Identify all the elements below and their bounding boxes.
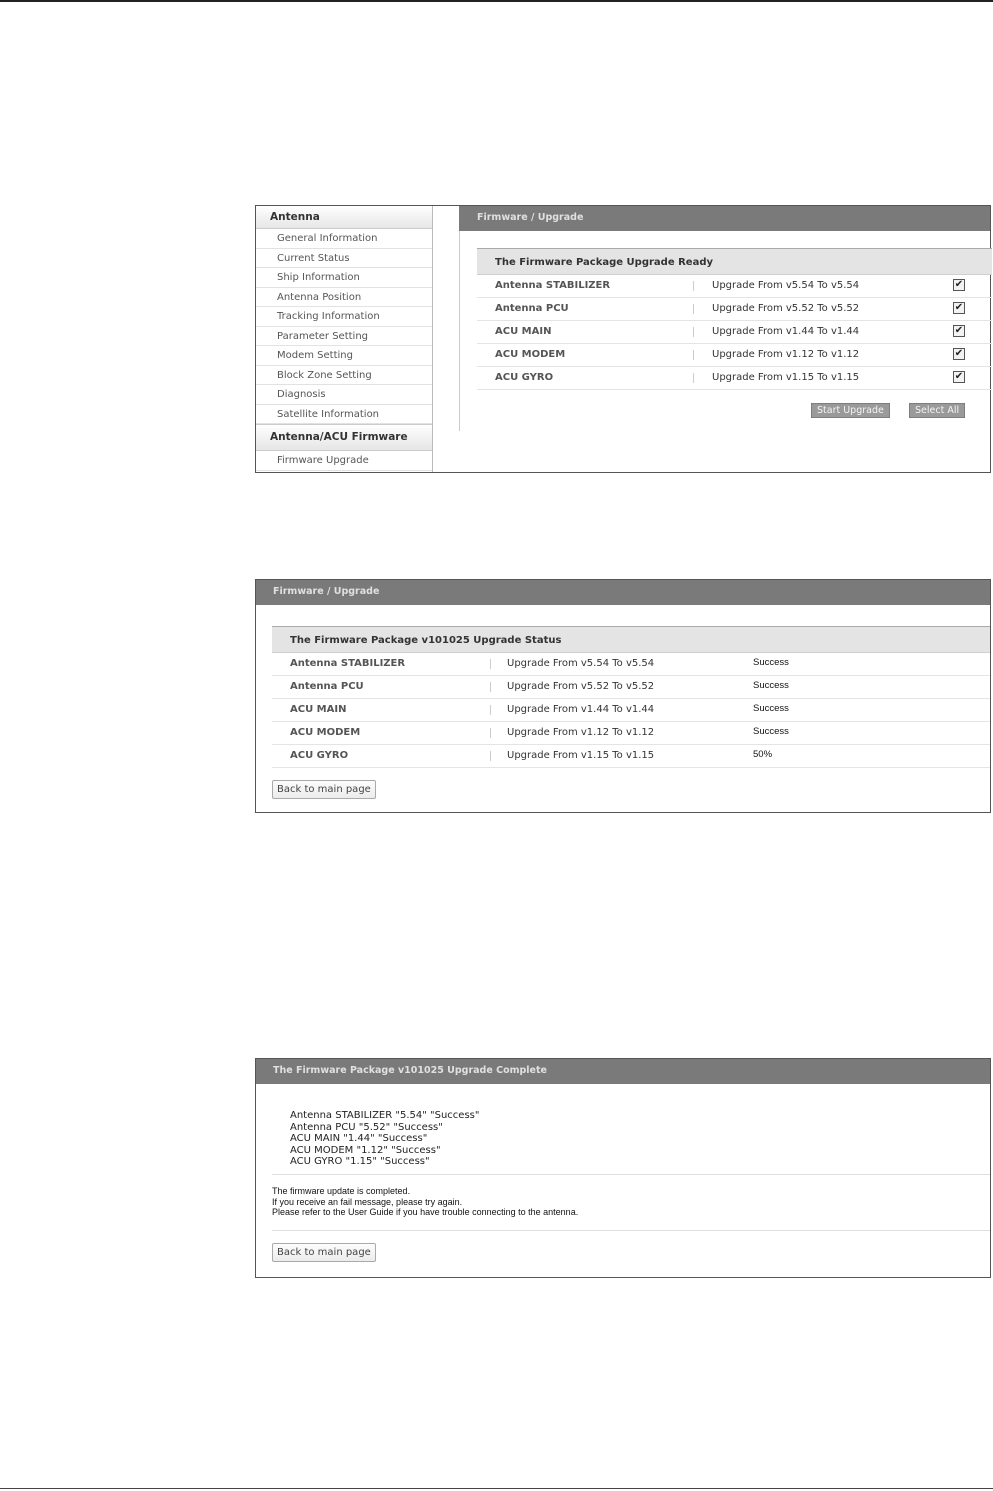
- back-to-main-button[interactable]: Back to main page: [272, 780, 376, 799]
- sidebar-item-block-zone-setting[interactable]: Block Zone Setting: [256, 366, 432, 386]
- message-line: Please refer to the User Guide if you have trouble connecting to the antenna.: [272, 1207, 579, 1218]
- table-title: The Firmware Package v101025 Upgrade Status: [272, 626, 990, 653]
- start-upgrade-button[interactable]: Start Upgrade: [811, 403, 890, 418]
- column-separator: [490, 728, 491, 738]
- upgrade-version: Upgrade From v1.15 To v1.15: [507, 750, 655, 761]
- page-title: The Firmware Package v101025 Upgrade Complete: [256, 1059, 990, 1084]
- sidebar-item-firmware-upgrade[interactable]: Firmware Upgrade: [256, 451, 432, 471]
- sidebar-item-parameter-setting[interactable]: Parameter Setting: [256, 327, 432, 347]
- table-row: [477, 321, 992, 344]
- component-name: ACU MODEM: [290, 727, 361, 738]
- upgrade-status: Success: [753, 657, 789, 668]
- sidebar-item-antenna-position[interactable]: Antenna Position: [256, 288, 432, 308]
- back-to-main-button[interactable]: Back to main page: [272, 1243, 376, 1262]
- summary-line: Antenna PCU "5.52" "Success": [290, 1121, 443, 1133]
- table-row: [477, 344, 992, 367]
- column-separator: [693, 304, 694, 314]
- row-checkbox[interactable]: ✔: [954, 279, 964, 290]
- main-content: [459, 206, 990, 472]
- column-separator: [490, 659, 491, 669]
- completion-message: [272, 1186, 578, 1218]
- sidebar-item-tracking-information[interactable]: Tracking Information: [256, 307, 432, 327]
- column-separator: [693, 281, 694, 291]
- column-separator: [693, 327, 694, 337]
- firmware-upgrade-complete-panel: [255, 1058, 991, 1278]
- table-row: [272, 745, 990, 768]
- message-line: The firmware update is completed.: [272, 1186, 411, 1196]
- message-line: If you receive an fail message, please try again.: [272, 1196, 463, 1207]
- row-checkbox[interactable]: ✔: [954, 302, 964, 313]
- sidebar-item-current-status[interactable]: Current Status: [256, 249, 432, 269]
- upgrade-version: Upgrade From v5.54 To v5.54: [712, 280, 860, 291]
- sidebar-section-firmware: Antenna/ACU Firmware: [256, 424, 432, 451]
- page-title: Firmware / Upgrade: [459, 206, 990, 231]
- component-name: Antenna PCU: [290, 681, 364, 692]
- page-title: Firmware / Upgrade: [256, 580, 990, 605]
- sidebar-section-antenna: Antenna: [256, 206, 432, 229]
- upgrade-version: Upgrade From v5.54 To v5.54: [507, 658, 655, 669]
- column-separator: [693, 350, 694, 360]
- table-title: The Firmware Package Upgrade Ready: [477, 248, 992, 275]
- component-name: ACU GYRO: [495, 372, 554, 383]
- upgrade-summary: [290, 1110, 479, 1168]
- column-separator: [490, 705, 491, 715]
- upgrade-version: Upgrade From v1.44 To v1.44: [712, 326, 860, 337]
- firmware-upgrade-status-panel: [255, 579, 991, 813]
- column-separator: [490, 751, 491, 761]
- row-checkbox[interactable]: ✔: [954, 371, 964, 382]
- upgrade-version: Upgrade From v1.15 To v1.15: [712, 372, 860, 383]
- upgrade-version: Upgrade From v1.12 To v1.12: [507, 727, 655, 738]
- page-top-rule: [0, 0, 993, 2]
- row-checkbox[interactable]: ✔: [954, 348, 964, 359]
- sidebar-item-ship-information[interactable]: Ship Information: [256, 268, 432, 288]
- table-row: [272, 699, 990, 722]
- component-name: Antenna PCU: [495, 303, 569, 314]
- upgrade-status: Success: [753, 680, 789, 691]
- component-name: ACU MODEM: [495, 349, 566, 360]
- component-name: Antenna STABILIZER: [290, 658, 406, 669]
- upgrade-status-table: [272, 626, 990, 768]
- firmware-upgrade-ready-panel: [255, 205, 991, 473]
- table-row: [477, 367, 992, 390]
- divider: [272, 1230, 990, 1231]
- sidebar: [256, 206, 433, 472]
- upgrade-status: Success: [753, 726, 789, 737]
- table-row: [272, 722, 990, 745]
- summary-line: ACU MODEM "1.12" "Success": [290, 1144, 441, 1156]
- upgrade-ready-table: [477, 248, 992, 390]
- component-name: Antenna STABILIZER: [495, 280, 611, 291]
- component-name: ACU GYRO: [290, 750, 349, 761]
- sidebar-item-modem-setting[interactable]: Modem Setting: [256, 346, 432, 366]
- column-separator: [693, 373, 694, 383]
- sidebar-item-general-information[interactable]: General Information: [256, 229, 432, 249]
- upgrade-status: 50%: [753, 749, 773, 760]
- upgrade-status: Success: [753, 703, 789, 714]
- sidebar-item-diagnosis[interactable]: Diagnosis: [256, 385, 432, 405]
- page-bottom-rule: [0, 1488, 993, 1489]
- sidebar-item-satellite-information[interactable]: Satellite Information: [256, 405, 432, 425]
- table-row: [477, 298, 992, 321]
- upgrade-version: Upgrade From v1.12 To v1.12: [712, 349, 860, 360]
- row-checkbox[interactable]: ✔: [954, 325, 964, 336]
- component-name: ACU MAIN: [495, 326, 552, 337]
- upgrade-version: Upgrade From v1.44 To v1.44: [507, 704, 655, 715]
- select-all-button[interactable]: Select All: [909, 403, 965, 418]
- divider: [272, 1174, 990, 1175]
- summary-line: ACU MAIN "1.44" "Success": [290, 1133, 428, 1144]
- column-separator: [490, 682, 491, 692]
- summary-line: ACU GYRO "1.15" "Success": [290, 1156, 430, 1167]
- summary-line: Antenna STABILIZER "5.54" "Success": [290, 1110, 480, 1121]
- upgrade-version: Upgrade From v5.52 To v5.52: [507, 681, 655, 692]
- upgrade-version: Upgrade From v5.52 To v5.52: [712, 303, 860, 314]
- table-row: [272, 653, 990, 676]
- component-name: ACU MAIN: [290, 704, 347, 715]
- table-row: [477, 275, 992, 298]
- table-row: [272, 676, 990, 699]
